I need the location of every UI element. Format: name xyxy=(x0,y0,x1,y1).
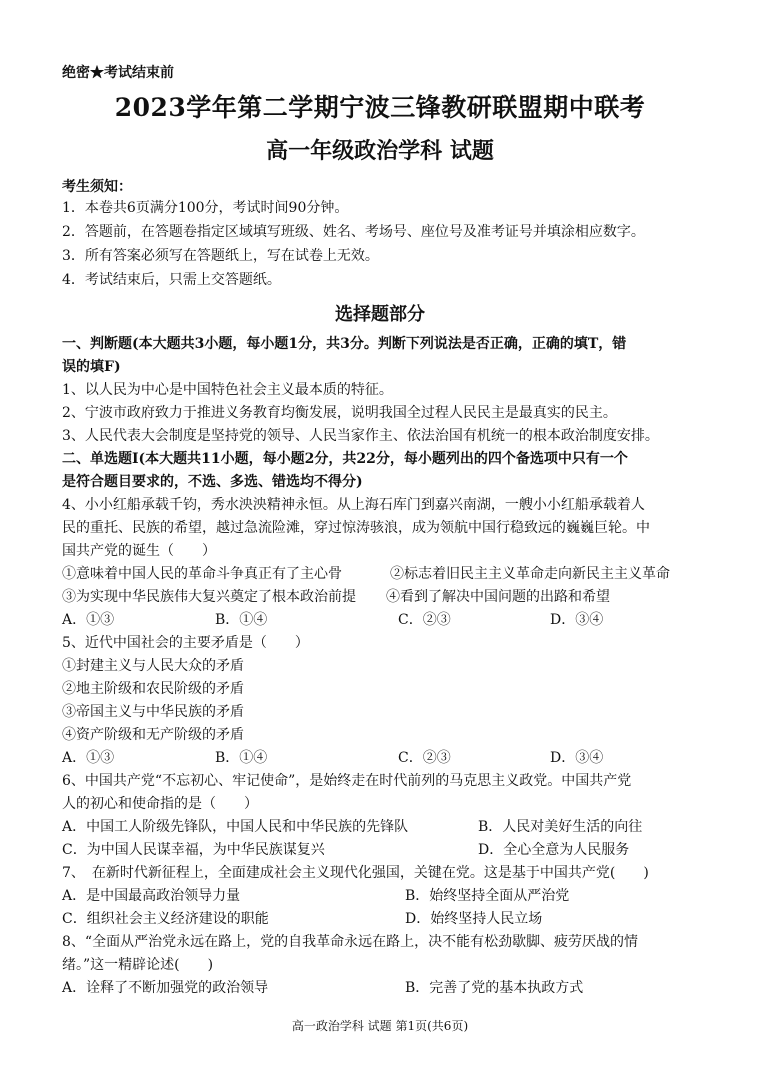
q4-option-d: D．③④ xyxy=(550,612,604,628)
question-4-stem: 4、小小红船承载千钧，秀水泱泱精神永恒。从上海石库门到嘉兴南湖，一艘小小红船承载着人 xyxy=(62,497,645,513)
question-6-stem: 6、中国共产党“不忘初心、牢记使命”，是始终走在时代前列的马克思主义政党。中国共产党 xyxy=(62,773,632,789)
q8-option-b: B．完善了党的基本执政方式 xyxy=(405,980,584,996)
q4-statement-1: ①意味着中国人民的革命斗争真正有了主心骨 xyxy=(62,566,342,582)
q6-option-b: B．人民对美好生活的向往 xyxy=(478,819,643,835)
q6-option-c: C．为中国人民谋幸福，为中华民族谋复兴 xyxy=(62,842,325,858)
question-7-stem: 7、 在新时代新征程上，全面建成社会主义现代化强国，关键在党。这是基于中国共产党( ) xyxy=(62,865,649,881)
part2-heading: 二、单选题Ⅰ(本大题共11小题，每小题2分，共22分，每小题列出的四个备选项中只有一个 xyxy=(62,451,628,467)
exam-title: 2023学年第二学期宁波三锋教研联盟期中联考 xyxy=(114,93,646,122)
q6-option-d: D．全心全意为人民服务 xyxy=(478,842,630,858)
part2-heading-cont: 是符合题目要求的，不选、多选、错选均不得分) xyxy=(62,474,363,490)
question-1: 1、以人民为中心是中国特色社会主义最本质的特征。 xyxy=(62,382,393,398)
q4-statement-2: ②标志着旧民主主义革命走向新民主主义革命 xyxy=(390,566,670,582)
q7-option-b: B．始终坚持全面从严治党 xyxy=(405,888,570,904)
q4-statement-4: ④看到了解决中国问题的出路和希望 xyxy=(386,589,610,605)
question-4-stem-cont: 民的重托、民族的希望，越过急流险滩，穿过惊涛骇浪，成为领航中国行稳致远的巍巍巨轮。中 xyxy=(62,520,650,536)
notice-item: 4．考试结束后，只需上交答题纸。 xyxy=(62,272,281,288)
part1-heading-cont: 误的填F) xyxy=(62,359,121,375)
notice-item: 2．答题前，在答题卷指定区域填写班级、姓名、考场号、座位号及准考证号并填涂相应数字。 xyxy=(62,224,645,240)
q5-option-a: A．①③ xyxy=(62,750,115,766)
q5-statement-3: ③帝国主义与中华民族的矛盾 xyxy=(62,704,244,720)
exam-subtitle: 高一年级政治学科 试题 xyxy=(266,138,494,164)
q5-option-d: D．③④ xyxy=(550,750,604,766)
q4-option-c: C．②③ xyxy=(398,612,451,628)
question-4-stem-end: 国共产党的诞生（ ） xyxy=(62,543,216,559)
question-8-stem: 8、“全面从严治党永远在路上，党的自我革命永远在路上，决不能有松劲歇脚、疲劳厌战的情 xyxy=(62,934,639,950)
question-3: 3、人民代表大会制度是坚持党的领导、人民当家作主、依法治国有机统一的根本政治制度安排。 xyxy=(62,428,659,444)
confidential-label: 绝密★考试结束前 xyxy=(62,65,174,81)
part1-heading: 一、判断题(本大题共3小题，每小题1分，共3分。判断下列说法是否正确，正确的填T，错 xyxy=(62,336,627,352)
q6-option-a: A．中国工人阶级先锋队，中国人民和中华民族的先锋队 xyxy=(62,819,409,835)
question-6-stem-cont: 人的初心和使命指的是（ ） xyxy=(62,796,258,812)
question-8-stem-cont: 绪。”这一精辟论述( ) xyxy=(62,957,214,973)
q4-statement-3: ③为实现中华民族伟大复兴奠定了根本政治前提 xyxy=(62,589,356,605)
q5-option-c: C．②③ xyxy=(398,750,451,766)
q7-option-d: D．始终坚持人民立场 xyxy=(405,911,543,927)
notice-heading: 考生须知： xyxy=(62,179,132,195)
q5-statement-1: ①封建主义与人民大众的矛盾 xyxy=(62,658,244,674)
q4-option-a: A．①③ xyxy=(62,612,115,628)
q5-statement-2: ②地主阶级和农民阶级的矛盾 xyxy=(62,681,244,697)
section-title: 选择题部分 xyxy=(335,304,425,325)
q8-option-a: A．诠释了不断加强党的政治领导 xyxy=(62,980,269,996)
question-5-stem: 5、近代中国社会的主要矛盾是（ ） xyxy=(62,635,309,651)
notice-item: 3．所有答案必须写在答题纸上，写在试卷上无效。 xyxy=(62,248,379,264)
q5-statement-4: ④资产阶级和无产阶级的矛盾 xyxy=(62,727,244,743)
q4-option-b: B．①④ xyxy=(215,612,268,628)
q7-option-c: C．组织社会主义经济建设的职能 xyxy=(62,911,269,927)
q7-option-a: A．是中国最高政治领导力量 xyxy=(62,888,241,904)
notice-item: 1．本卷共6页满分100分，考试时间90分钟。 xyxy=(62,200,349,216)
page-footer: 高一政治学科 试题 第1页(共6页) xyxy=(291,1019,469,1033)
q5-option-b: B．①④ xyxy=(215,750,268,766)
question-2: 2、宁波市政府致力于推进义务教育均衡发展，说明我国全过程人民民主是最真实的民主。 xyxy=(62,405,617,421)
